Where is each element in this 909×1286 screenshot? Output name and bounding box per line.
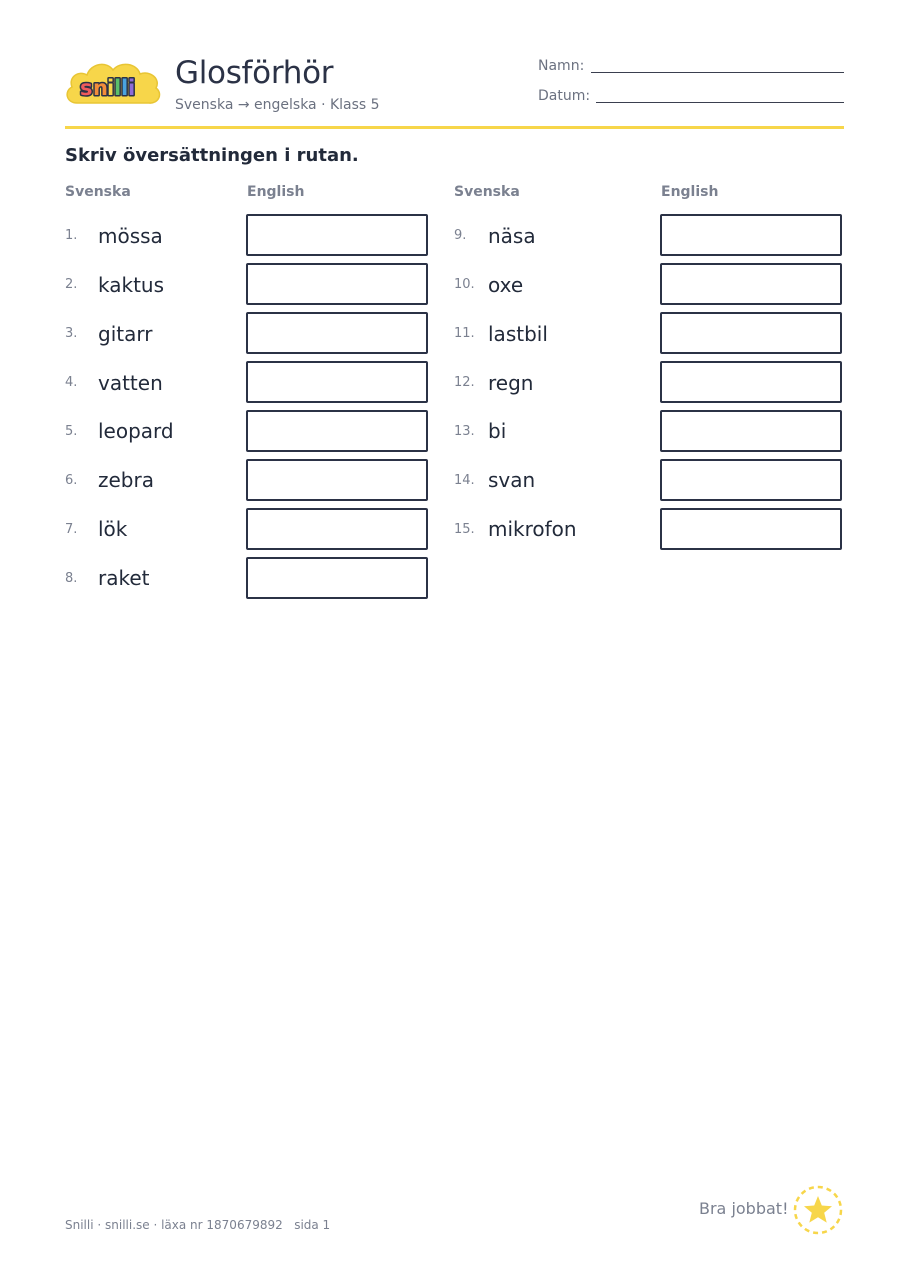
answer-box[interactable] xyxy=(660,214,842,256)
word-number: 4. xyxy=(65,375,78,390)
answer-box[interactable] xyxy=(246,557,428,599)
answer-box[interactable] xyxy=(246,459,428,501)
swedish-word: gitarr xyxy=(98,322,153,346)
word-number: 5. xyxy=(65,424,78,439)
swedish-word: kaktus xyxy=(98,273,165,297)
column-header-swedish-right: Svenska xyxy=(454,184,520,200)
svg-text:s: s xyxy=(80,76,93,100)
star-badge-icon xyxy=(792,1184,844,1236)
swedish-word: leopard xyxy=(98,419,174,443)
swedish-word: oxe xyxy=(488,273,524,297)
swedish-word: regn xyxy=(488,371,534,395)
word-number: 8. xyxy=(65,571,78,586)
svg-text:l: l xyxy=(114,76,122,100)
word-number: 14. xyxy=(454,473,475,488)
word-number: 13. xyxy=(454,424,475,439)
date-label: Datum: xyxy=(538,88,591,104)
swedish-word: mikrofon xyxy=(488,517,577,541)
answer-box[interactable] xyxy=(660,508,842,550)
swedish-word: mössa xyxy=(98,224,163,248)
swedish-word: zebra xyxy=(98,468,154,492)
word-number: 9. xyxy=(454,228,467,243)
swedish-word: näsa xyxy=(488,224,536,248)
svg-text:n: n xyxy=(93,76,108,100)
word-number: 3. xyxy=(65,326,78,341)
svg-text:i: i xyxy=(107,76,115,100)
answer-box[interactable] xyxy=(246,312,428,354)
answer-box[interactable] xyxy=(660,410,842,452)
svg-text:l: l xyxy=(121,76,129,100)
snilli-logo xyxy=(63,57,163,111)
footer-text: Snilli · snilli.se · läxa nr 1870679892 sida 1 xyxy=(65,1218,331,1232)
date-line[interactable] xyxy=(596,102,844,103)
name-label: Namn: xyxy=(538,58,585,74)
column-header-swedish-left: Svenska xyxy=(65,184,131,200)
swedish-word: lastbil xyxy=(488,322,548,346)
encouragement-text: Bra jobbat! xyxy=(699,1199,789,1218)
answer-box[interactable] xyxy=(660,263,842,305)
worksheet-title: Glosförhör xyxy=(175,55,334,91)
word-number: 6. xyxy=(65,473,78,488)
column-header-english-left: English xyxy=(247,184,305,200)
answer-box[interactable] xyxy=(246,508,428,550)
instruction-text: Skriv översättningen i rutan. xyxy=(65,145,359,166)
answer-box[interactable] xyxy=(246,410,428,452)
answer-box[interactable] xyxy=(246,361,428,403)
answer-box[interactable] xyxy=(660,361,842,403)
word-number: 11. xyxy=(454,326,475,341)
swedish-word: bi xyxy=(488,419,507,443)
name-line[interactable] xyxy=(591,72,844,73)
column-header-english-right: English xyxy=(661,184,719,200)
answer-box[interactable] xyxy=(246,214,428,256)
word-number: 10. xyxy=(454,277,475,292)
word-number: 1. xyxy=(65,228,78,243)
answer-box[interactable] xyxy=(246,263,428,305)
worksheet-subtitle: Svenska → engelska · Klass 5 xyxy=(175,97,380,113)
word-number: 15. xyxy=(454,522,475,537)
answer-box[interactable] xyxy=(660,459,842,501)
word-number: 2. xyxy=(65,277,78,292)
answer-box[interactable] xyxy=(660,312,842,354)
swedish-word: lök xyxy=(98,517,128,541)
word-number: 7. xyxy=(65,522,78,537)
svg-text:i: i xyxy=(128,76,136,100)
swedish-word: raket xyxy=(98,566,150,590)
header-divider xyxy=(65,126,844,129)
swedish-word: svan xyxy=(488,468,536,492)
swedish-word: vatten xyxy=(98,371,163,395)
word-number: 12. xyxy=(454,375,475,390)
